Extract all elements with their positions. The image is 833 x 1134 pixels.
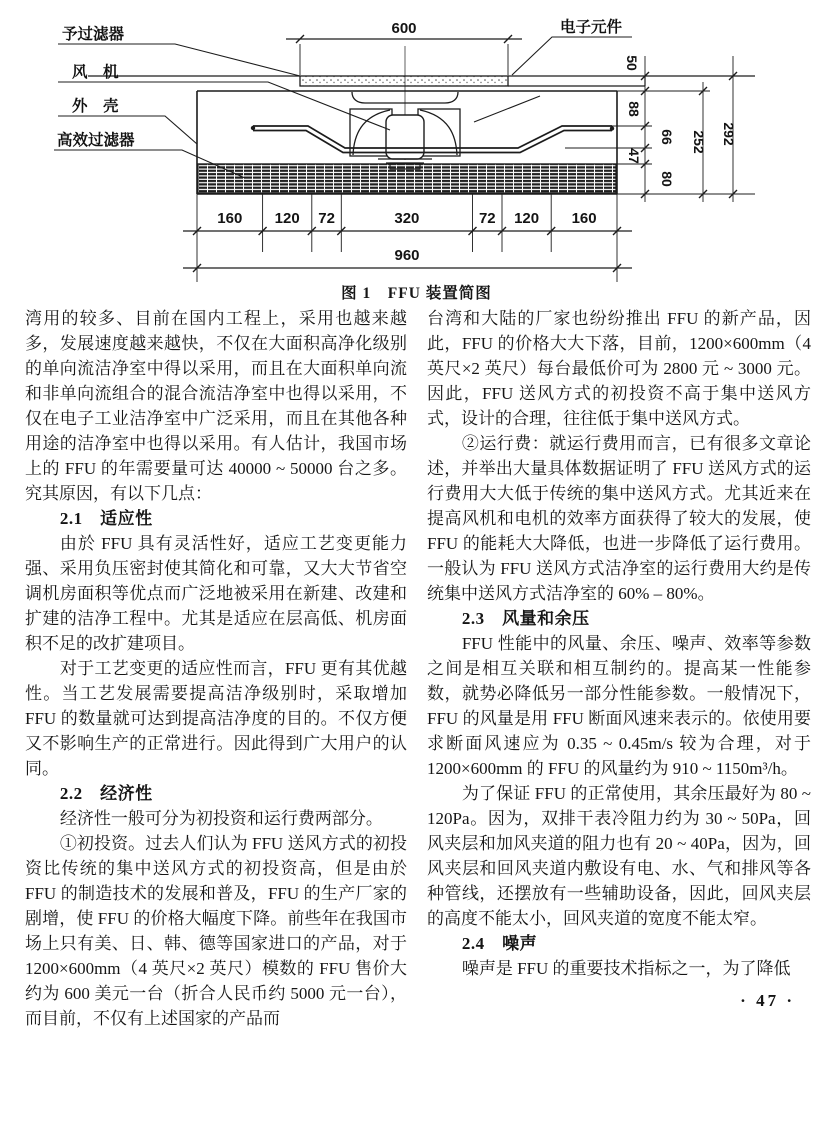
section-heading: 2.3 风量和余压: [461, 609, 590, 628]
paragraph: 台湾和大陆的厂家也纷纷推出 FFU 的新产品，因此，FFU 的价格大大下落，目前，1200×600mm（4 英尺×2 英尺）每台最低价可为 2800 元 ~ 3000 元。因此，FFU 送风方式的初投资不高于集中送风方式，设计的合理，往往低于集中送风方式。: [427, 309, 811, 428]
fan-base-plates: [378, 159, 432, 163]
ffu-diagram-svg: [0, 6, 833, 284]
dim-320: 320: [394, 210, 420, 227]
figure-caption: 图 1 FFU 装置简图: [341, 285, 492, 302]
dim600-extensions: [300, 44, 508, 75]
paragraph: 由於 FFU 具有灵活性好，适应工艺变更能力强、采用负压密封使其简化和可靠，又大大节省空调机房面积等优点而广泛地被采用在新建、改建和扩建的洁净工程中。尤其是适应在层高低、机房面积不足的改扩建项目。: [25, 534, 407, 653]
paragraph: 经济性一般可分为初投资和运行费两部分。: [59, 809, 383, 828]
casing-label: 外 壳: [72, 98, 119, 115]
dim-160a: 160: [217, 210, 243, 227]
section-heading: 2.1 适应性: [59, 509, 153, 528]
fan-assembly: [350, 46, 460, 169]
electronics-label: 电子元件: [560, 19, 623, 36]
dim-66: 66: [659, 129, 675, 145]
paragraph: ②运行费：就运行费用而言，已有很多文章论述，并举出大量具体数据证明了 FFU 送风方式的运行费用大大低于传统的集中送风方式。尤其近来在提高风机和电机的效率方面获得了较大的发展，使 FFU 的能耗大大降低，也进一步降低了运行费用。一般认为 FFU 送风方式洁净室的运行费用大约是传统集中送风方式洁净室的 60% – 80%。: [427, 434, 811, 603]
paragraph: FFU 性能中的风量、余压、噪声、效率等参数之间是相互关联和相互制约的。提高某一性能参数，就势必降低另一部分性能参数。一般情况下，FFU 的风量是用 FFU 断面风速来表示的。依使用要求断面风速应为 0.35 ~ 0.45m/s 较为合理，对于 1200×600mm 的 FFU 的风量约为 910 ~ 1150m³/h。: [427, 634, 811, 778]
fan-label: 风 机: [72, 64, 119, 81]
dim-80: 80: [659, 171, 675, 187]
dim-960: 960: [394, 247, 420, 264]
bottom-extensions: [197, 194, 617, 282]
page-number: · 47 ·: [740, 991, 795, 1010]
hepa-label: 高效过滤器: [57, 132, 135, 149]
right-column-blocks: [427, 306, 811, 981]
dim-160b: 160: [571, 210, 597, 227]
paragraph: ①初投资。过去人们认为 FFU 送风方式的初投资比传统的集中送风方式的初投资高，但是由於 FFU 的制造技术的发展和普及，FFU 的生产厂家的剧增，使 FFU 的价格大幅度下降。前些年在我国市场上只有美、日、韩、德等国家进口的产品，对于 1200×600mm（4 英尺×2 英尺）模数的 FFU 售价大约为 600 美元一台（折合人民币约 5000 元一台），而目前，不仅有上述国家的产品而: [25, 834, 407, 1028]
prefilter-band: [300, 76, 508, 86]
dim-120a: 120: [274, 210, 300, 227]
dim-292: 292: [721, 122, 737, 146]
dim-252: 252: [691, 130, 707, 154]
dim-600: 600: [391, 20, 417, 37]
dim-88: 88: [626, 101, 642, 117]
paragraph: 为了保证 FFU 的正常使用，其余压最好为 80 ~ 120Pa。因为，双排干表冷阻力约为 30 ~ 50Pa，回风夹层和加风夹道的阻力也有 20 ~ 40Pa，因为，回风夹层和回风夹道内敷设有电、水、气和排风等各种管线，还摆放有一些辅助设备，因此，回风夹层的高度不能太小，回风夹道的宽度不能太窄。: [427, 784, 811, 928]
dim-50: 50: [624, 55, 640, 71]
hepa-filter-band: [198, 164, 616, 193]
dim-120b: 120: [514, 210, 540, 227]
paragraph: 湾用的较多、目前在国内工程上，采用也越来越多，发展速度越来越快，不仅在大面积高净化级别的单向流洁净室中得以采用，而且在大面积单向流和非单向流组合的混合流洁净室中也得以采用，不仅在电子工业洁净室中广泛采用，而且在其他各种用途的洁净室中也得以采用。有人估计，我国市场上的 FFU 的年需要量可达 40000 ~ 50000 台之多。究其原因，有以下几点：: [25, 309, 407, 503]
diffuser-plate: [251, 126, 614, 153]
right-column: [427, 306, 811, 1013]
left-column: [25, 306, 407, 1031]
ffu-diagram: [0, 6, 833, 284]
dim-72a: 72: [318, 210, 335, 227]
dim-72b: 72: [478, 210, 496, 227]
section-heading: 2.2 经济性: [59, 784, 153, 803]
dim-47: 47: [626, 148, 642, 164]
paragraph: 对于工艺变更的适应性而言，FFU 更有其优越性。当工艺发展需要提高洁净级别时，采取增加 FFU 的数量就可达到提高洁净度的目的。不仅方便又不影响生产的正常进行。因此得到广大用户的认同。: [25, 659, 407, 778]
section-heading: 2.4 噪声: [461, 934, 538, 953]
paragraph: 噪声是 FFU 的重要技术指标之一，为了降低: [461, 959, 791, 978]
prefilter-label: 予过滤器: [62, 26, 125, 43]
ceiling-line-right: [508, 76, 755, 86]
